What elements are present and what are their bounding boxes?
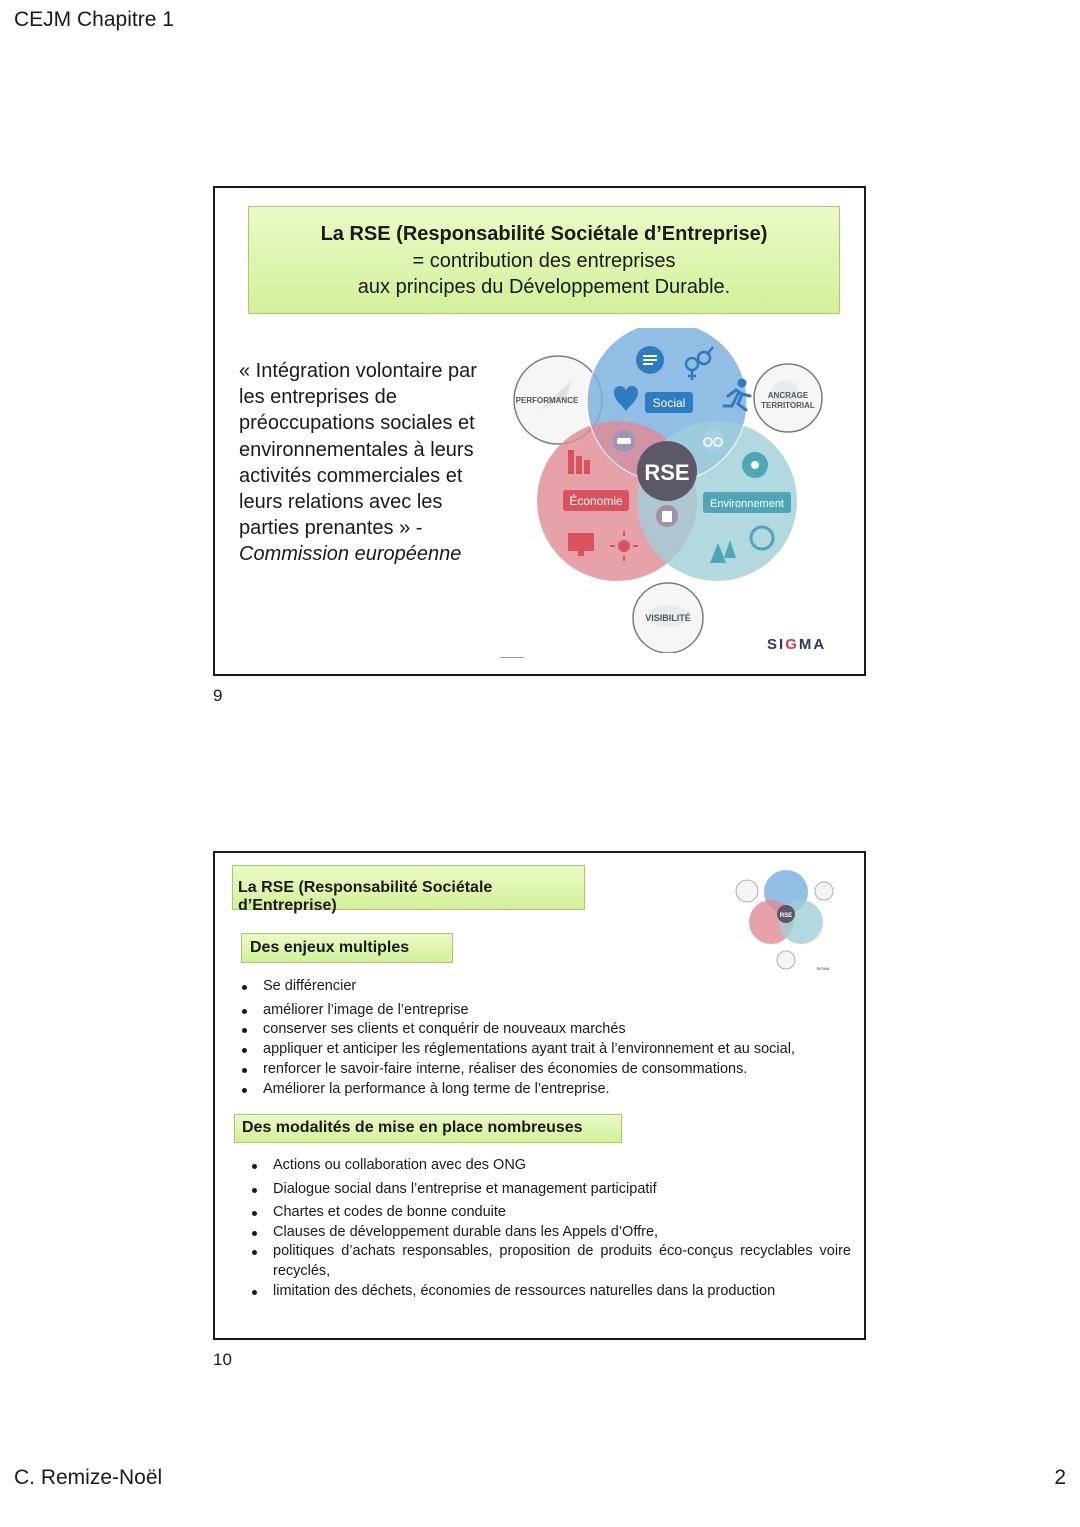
list-item: Dialogue social dans l’entreprise et management participatif <box>249 1180 851 1200</box>
slide-title: La RSE (Responsabilité Sociétale d’Entreprise) <box>320 223 768 245</box>
enjeux-list <box>239 977 839 1099</box>
document-header: CEJM Chapitre 1 <box>14 8 174 31</box>
mini-rse-label: RSE <box>779 913 793 919</box>
visibilite-label: VISIBILITÉ <box>645 613 691 623</box>
mini-sigma-logo: SIGMA <box>816 966 830 971</box>
definition-quote <box>239 358 499 568</box>
performance-label: PERFORMANCE <box>515 396 579 405</box>
slide-title-line3: aux principes du Développement Durable. <box>357 276 731 298</box>
rse-mini-diagram <box>733 868 843 973</box>
speech-bubble-icon <box>636 346 664 374</box>
list-item: Actions ou collaboration avec des ONG <box>249 1156 851 1176</box>
list-item: Se différencier <box>239 977 839 997</box>
sigma-logo: SIGMA <box>767 636 827 653</box>
slide-10 <box>213 851 866 1340</box>
divider <box>500 657 524 658</box>
slide-title-box <box>248 206 840 314</box>
rse-center-label: RSE <box>644 460 690 485</box>
list-item: Clauses de développement durable dans les Appels d’Offre, <box>249 1223 851 1243</box>
slide-title: La RSE (Responsabilité Sociétale d’Entreprise) <box>232 865 585 910</box>
list-item: améliorer l’image de l’entreprise <box>239 1001 839 1021</box>
slide-number-9: 9 <box>213 686 223 705</box>
economie-label: Économie <box>569 494 623 508</box>
slide-number-10: 10 <box>213 1350 232 1369</box>
bicycle-icon <box>702 429 724 451</box>
environnement-label: Environnement <box>710 498 784 510</box>
list-item: Chartes et codes de bonne conduite <box>249 1203 851 1223</box>
page-number: 2 <box>1054 1466 1066 1489</box>
list-item: appliquer et anticiper les réglementations ayant trait à l’environnement et au social, <box>239 1040 839 1060</box>
list-item: politiques d’achats responsables, proposition de produits éco-conçus recyclables voire recyclés, <box>249 1242 851 1281</box>
list-item: conserver ses clients et conquérir de nouveaux marchés <box>239 1020 839 1040</box>
social-label: Social <box>652 396 686 410</box>
slide-title-line2: = contribution des entreprises <box>412 250 676 272</box>
list-item: renforcer le savoir-faire interne, réaliser des économies de consommations. <box>239 1060 839 1080</box>
quote-source: Commission européenne <box>239 543 462 566</box>
list-item: limitation des déchets, économies de ressources naturelles dans la production <box>249 1282 851 1302</box>
section-heading-enjeux: Des enjeux multiples <box>241 933 453 963</box>
car-icon <box>613 430 635 452</box>
radiation-icon <box>742 452 768 478</box>
ancrage-label-2: TERRITORIAL <box>761 401 815 410</box>
quote-text: « Intégration volontaire par les entreprises de préoccupations sociales et environnementales à leurs activités commerciales et leurs relations avec les parties prenantes » - <box>239 360 477 540</box>
trash-icon <box>656 505 678 527</box>
slide-9 <box>213 186 866 676</box>
modalites-list <box>249 1156 851 1301</box>
section-heading-modalites: Des modalités de mise en place nombreuses <box>234 1114 622 1143</box>
list-item: Améliorer la performance à long terme de l’entreprise. <box>239 1080 839 1100</box>
rse-venn-diagram <box>510 328 830 653</box>
ancrage-label-1: ANCRAGE <box>767 391 809 400</box>
author-footer: C. Remize-Noël <box>14 1466 163 1489</box>
